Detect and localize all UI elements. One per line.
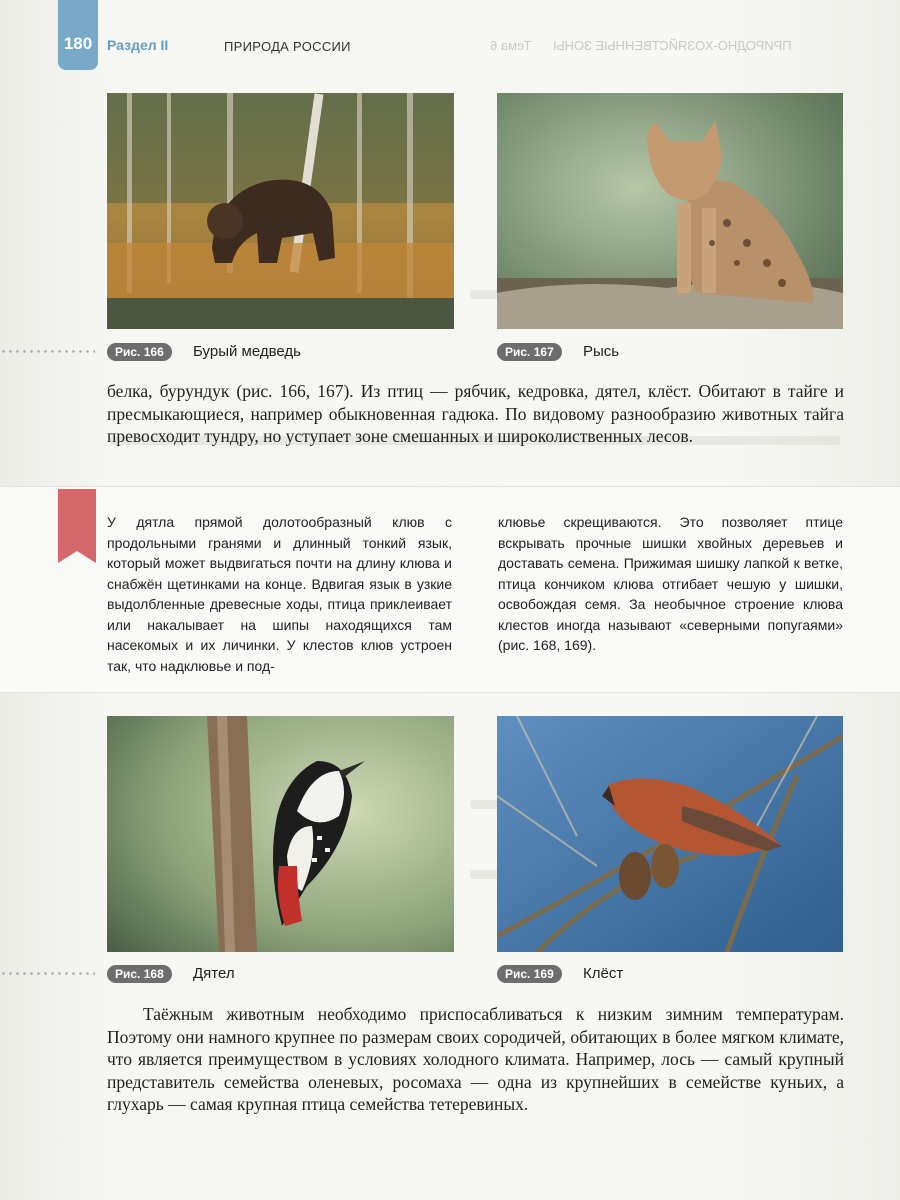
figure-badge: Рис. 167 [497,343,562,361]
page-number: 180 [63,34,93,53]
section-label: Раздел II [107,37,169,53]
figure-caption: Рысь [583,343,620,360]
photo-woodpecker [107,716,454,952]
info-box-text-left: У дятла прямой долотообразный клюв с продольными гранями и длинный тонкий язык, который может выдвигаться почти на длину клюва и снабжён щетинками на конце. Вдвигая язык в узкие выдолбленные древесные ходы, птица приклеивает или накалывает на шипы находящихся там насекомых и их личинки. У клестов клюв устроен так, что надклювье и под- [107,514,452,674]
info-box-text-right: клювье скрещиваются. Это позволяет птице вскрывать прочные шишки хвойных деревьев и доставать семена. Прижимая шишку лапкой к ветке, птица кончиком клюва отгибает чешую у шишки, освобождая семя. За необычное строение клюва клестов иногда называют «северными попугаями» (рис. 168, 169). [498,514,843,653]
figure-badge: Рис. 168 [107,965,172,983]
figure-caption: Бурый медведь [193,343,301,360]
figure-caption: Дятел [193,965,235,982]
bookmark-icon [58,489,96,551]
photo-crossbill [497,716,843,952]
show-through-text: ПРИРОДНО-ХОЗЯЙСТВЕННЫЕ ЗОНЫ Тема 6 [490,38,792,53]
figure-caption: Клёст [583,965,624,982]
caption-dots [0,972,95,975]
figure-badge: Рис. 169 [497,965,562,983]
chapter-title: ПРИРОДА РОССИИ [224,39,351,54]
photo-lynx [497,93,843,329]
body-paragraph: белка, бурундук (рис. 166, 167). Из птиц — рябчик, кедровка, дятел, клёст. Обитают в тайге и пресмыкающиеся, например обыкновенная гадюка. По видовому разнообразию животных тайга превосходит тундру, но уступает зоне смешанных и широколиственных лесов. [107,381,844,446]
body-paragraph: Таёжным животным необходимо приспосабливаться к низким зимним температурам. Поэтому они намного крупнее по размерам своих сородичей, обитающих в более мягком климате, что является преимуществом в условиях холодного климата. Например, лось — самый крупный представитель семейства оленевых, росомаха — одна из крупнейших в семействе куньих, а глухарь — самая крупная птица семейства тетеревиных. [107,1004,844,1114]
photo-brown-bear [107,93,454,329]
figure-badge: Рис. 166 [107,343,172,361]
caption-dots [0,350,95,353]
